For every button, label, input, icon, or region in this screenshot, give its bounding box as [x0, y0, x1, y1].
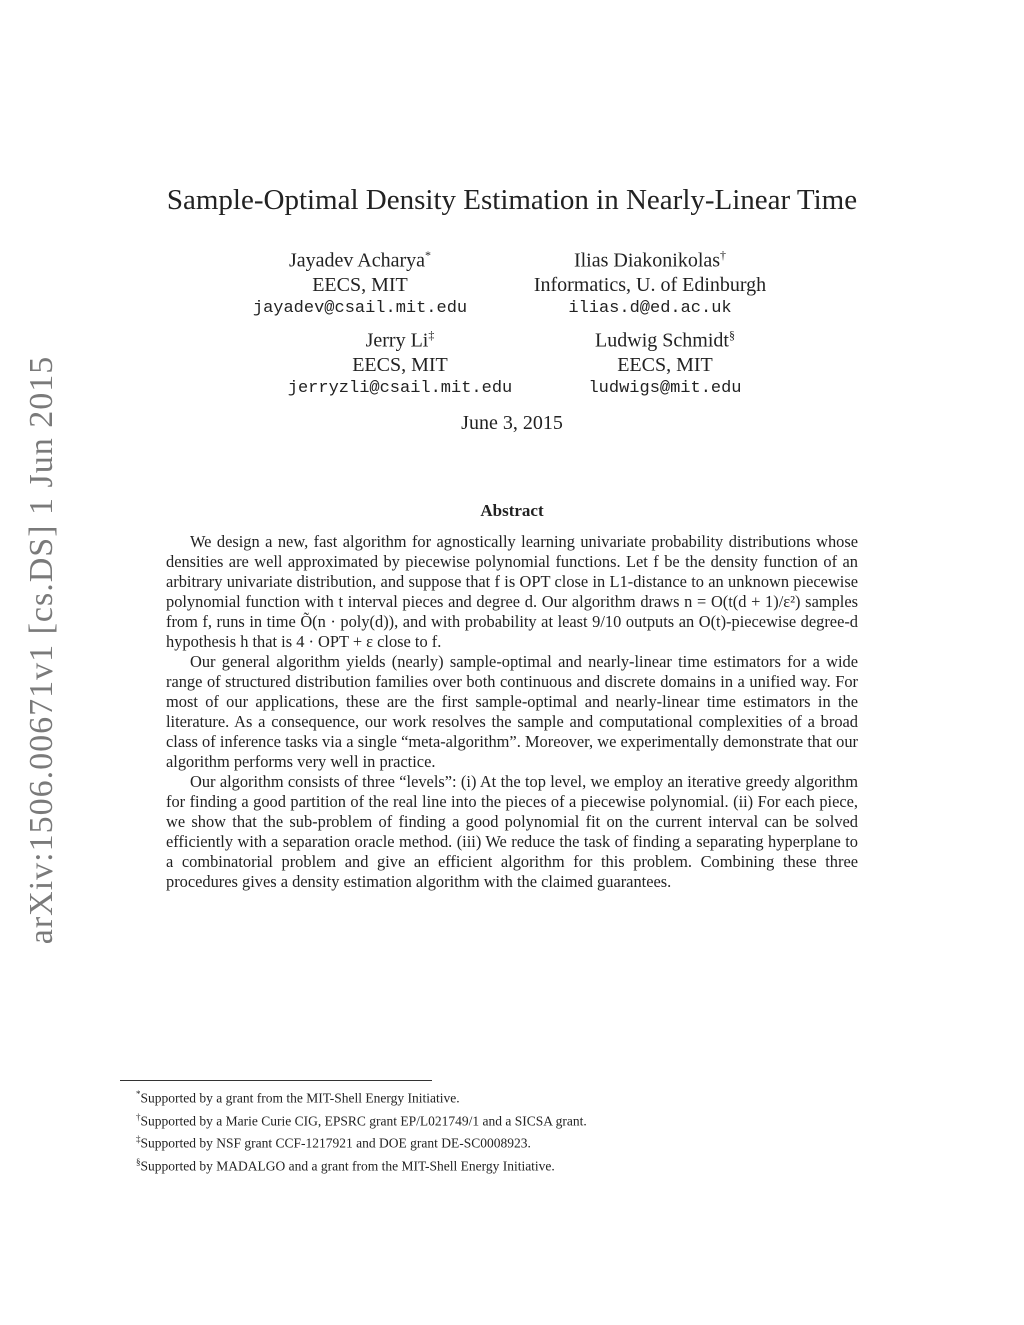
- author-mark: §: [728, 328, 735, 342]
- footnote: [136, 1108, 896, 1131]
- author-affiliation: EECS, MIT: [352, 353, 448, 376]
- abstract-paragraph: Our algorithm consists of three “levels”: (i) At the top level, we employ an iterative greedy algorithm for finding a good partition of the real line into the pieces of a piecewise polynomial. (ii) For each piece, we show that the sub-problem of finding a good polynomial fit on the current interval can be solved efficiently with a separation oracle method. (iii) We reduce the task of finding a separating hyperplane to a combinatorial problem and give an efficient algorithm for this problem. Combining these three procedures gives a density estimation algorithm with the claimed guarantees.: [166, 772, 858, 891]
- footnote-divider: [120, 1080, 432, 1081]
- author-mark: *: [425, 248, 432, 262]
- paper-title: Sample-Optimal Density Estimation in Nearly-Linear Time: [166, 184, 858, 216]
- footnote: [136, 1130, 896, 1153]
- footnote-text: Supported by a grant from the MIT-Shell Energy Initiative.: [140, 1090, 460, 1106]
- footnote-text: Supported by MADALGO and a grant from the MIT-Shell Energy Initiative.: [140, 1158, 555, 1173]
- arxiv-stamp: arXiv:1506.00671v1 [cs.DS] 1 Jun 2015: [23, 355, 60, 945]
- footnote-mark: ‡: [136, 1134, 141, 1144]
- author-affiliation: EECS, MIT: [617, 353, 713, 376]
- footnote: [136, 1085, 896, 1108]
- author-block: [270, 323, 530, 401]
- footnote-text: Supported by a Marie Curie CIG, EPSRC grant EP/L021749/1 and a SICSA grant.: [140, 1113, 587, 1128]
- footnote-mark: *: [136, 1089, 141, 1099]
- author-affiliation: EECS, MIT: [312, 273, 408, 296]
- author-name: Jayadev Acharya: [288, 249, 426, 272]
- abstract-paragraph: Our general algorithm yields (nearly) sample-optimal and nearly-linear time estimators for a wide range of structured distribution families over both continuous and discrete domains in a unified way. For most of our applications, these are the first sample-optimal and nearly-linear time estimators in the literature. As a consequence, our work resolves the sample and computational complexities of a broad class of inference tasks via a single “meta-algorithm”. Moreover, we experimentally demonstrate that our algorithm performs very well in practice.: [166, 652, 858, 771]
- abstract-paragraph: We design a new, fast algorithm for agnostically learning univariate probability distributions whose densities are well approximated by piecewise polynomial functions. Let f be the density function of an arbitrary univariate distribution, and suppose that f is OPT close in L1-distance to an unknown piecewise polynomial function with t interval pieces and degree d. Our algorithm draws n = O(t(d + 1)/ε²) samples from f, runs in time Õ(n · poly(d)), and with probability at least 9/10 outputs an O(t)-piecewise degree-d hypothesis h that is 4 · OPT + ε close to f.: [166, 532, 858, 651]
- author-mark: ‡: [428, 328, 435, 342]
- author-email[interactable]: jerryzli@csail.mit.edu: [287, 378, 513, 398]
- footnote-text: Supported by NSF grant CCF-1217921 and DOE grant DE-SC0008923.: [140, 1135, 531, 1151]
- footnotes: [136, 1085, 896, 1175]
- author-name: Ilias Diakonikolas: [573, 249, 721, 272]
- author-name: Jerry Li: [365, 329, 429, 352]
- footnote-mark: §: [136, 1156, 141, 1167]
- author-affiliation: Informatics, U. of Edinburgh: [533, 273, 767, 296]
- author-name: Ludwig Schmidt: [595, 329, 729, 352]
- author-email[interactable]: ludwigs@mit.edu: [588, 378, 742, 398]
- footnote: [136, 1153, 896, 1176]
- abstract-heading: Abstract: [480, 501, 544, 520]
- author-mark: †: [720, 248, 727, 262]
- author-block: [230, 243, 490, 321]
- paper-date: June 3, 2015: [461, 412, 563, 434]
- author-email[interactable]: jayadev@csail.mit.edu: [252, 298, 468, 318]
- author-block: [560, 323, 770, 401]
- author-block: [515, 243, 785, 321]
- author-email[interactable]: ilias.d@ed.ac.uk: [568, 298, 732, 318]
- abstract-body: [166, 532, 858, 892]
- footnote-mark: †: [136, 1111, 141, 1122]
